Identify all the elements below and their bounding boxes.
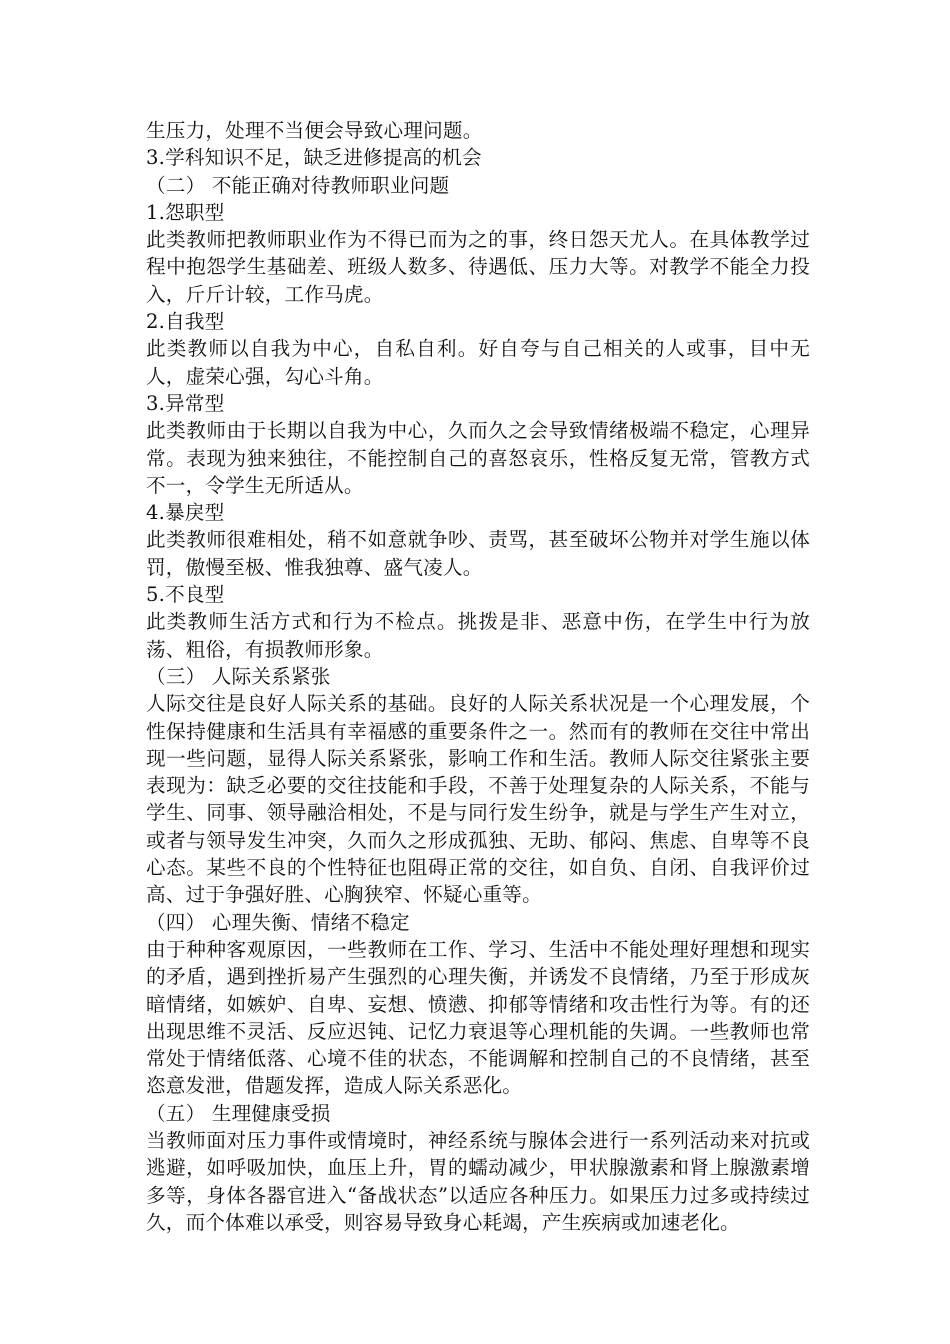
item-heading-resentful-type: 1.怨职型 [146,200,225,224]
item-heading-violent-type: 4.暴戾型 [146,501,225,525]
paragraph-self-centered-type: 此类教师以自我为中心，自私自利。好自夸与自己相关的人或事，目中无人，虚荣心强，勾心斗角。 [146,337,810,388]
paragraph-violent-type: 此类教师很难相处，稍不如意就争吵、责骂，甚至破坏公物并对学生施以体罚，傲慢至极、惟我独尊、盛气凌人。 [146,528,810,579]
document-page [146,117,810,1236]
paragraph-abnormal-type: 此类教师由于长期以自我为中心，久而久之会导致情绪极端不稳定，心理异常。表现为独来独往，不能控制自己的喜怒哀乐，性格反复无常，管教方式不一，令学生无所适从。 [146,419,810,497]
section-heading-physical-health: （五） 生理健康受损 [146,1101,331,1125]
section-heading-emotional-imbalance: （四） 心理失衡、情绪不稳定 [146,910,410,934]
paragraph-physical-health: 当教师面对压力事件或情境时，神经系统与腺体会进行一系列活动来对抗或逃避，如呼吸加快，血压上升，胃的蠕动减少，甲状腺激素和肾上腺激素增多等，身体各器官进入“备战状态”以适应各种压力。如果压力过多或持续过久，而个体难以承受，则容易导致身心耗竭，产生疾病或加速老化。 [146,1128,810,1234]
item-heading-knowledge-shortage: 3.学科知识不足，缺乏进修提高的机会 [146,146,482,170]
item-heading-self-centered-type: 2.自我型 [146,310,225,334]
item-heading-abnormal-type: 3.异常型 [146,391,225,415]
paragraph-misconduct-type: 此类教师生活方式和行为不检点。挑拨是非、恶意中伤，在学生中行为放荡、粗俗，有损教师形象。 [146,610,810,661]
paragraph-continuation: 生压力，处理不当便会导致心理问题。 [146,119,483,142]
section-heading-interpersonal: （三） 人际关系紧张 [146,664,331,688]
item-heading-misconduct-type: 5.不良型 [146,583,225,607]
paragraph-interpersonal: 人际交往是良好人际关系的基础。良好的人际关系状况是一个心理发展，个性保持健康和生活具有幸福感的重要条件之一。然而有的教师在交往中常出现一些问题，显得人际关系紧张，影响工作和生活。教师人际交往紧张主要表现为：缺乏必要的交往技能和手段，不善于处理复杂的人际关系，不能与学生、同事、领导融洽相处，不是与同行发生纷争，就是与学生产生对立，或者与领导发生冲突，久而久之形成孤独、无助、郁闷、焦虑、自卑等不良心态。某些不良的个性特征也阻碍正常的交往，如自负、自闭、自我评价过高、过于争强好胜、心胸狭窄、怀疑心重等。 [146,692,810,907]
paragraph-resentful-type: 此类教师把教师职业作为不得已而为之的事，终日怨天尤人。在具体教学过程中抱怨学生基础差、班级人数多、待遇低、压力大等。对教学不能全力投入，斤斤计较，工作马虎。 [146,228,810,306]
section-heading-career-attitude: （二） 不能正确对待教师职业问题 [146,173,450,197]
paragraph-emotional-imbalance: 由于种种客观原因，一些教师在工作、学习、生活中不能处理好理想和现实的矛盾，遇到挫折易产生强烈的心理失衡，并诱发不良情绪，乃至于形成灰暗情绪，如嫉妒、自卑、妄想、愤懑、抑郁等情绪和攻击性行为等。有的还出现思维不灵活、反应迟钝、记忆力衰退等心理机能的失调。一些教师也常常处于情绪低落、心境不佳的状态，不能调解和控制自己的不良情绪，甚至恣意发泄，借题发挥，造成人际关系恶化。 [146,937,810,1098]
